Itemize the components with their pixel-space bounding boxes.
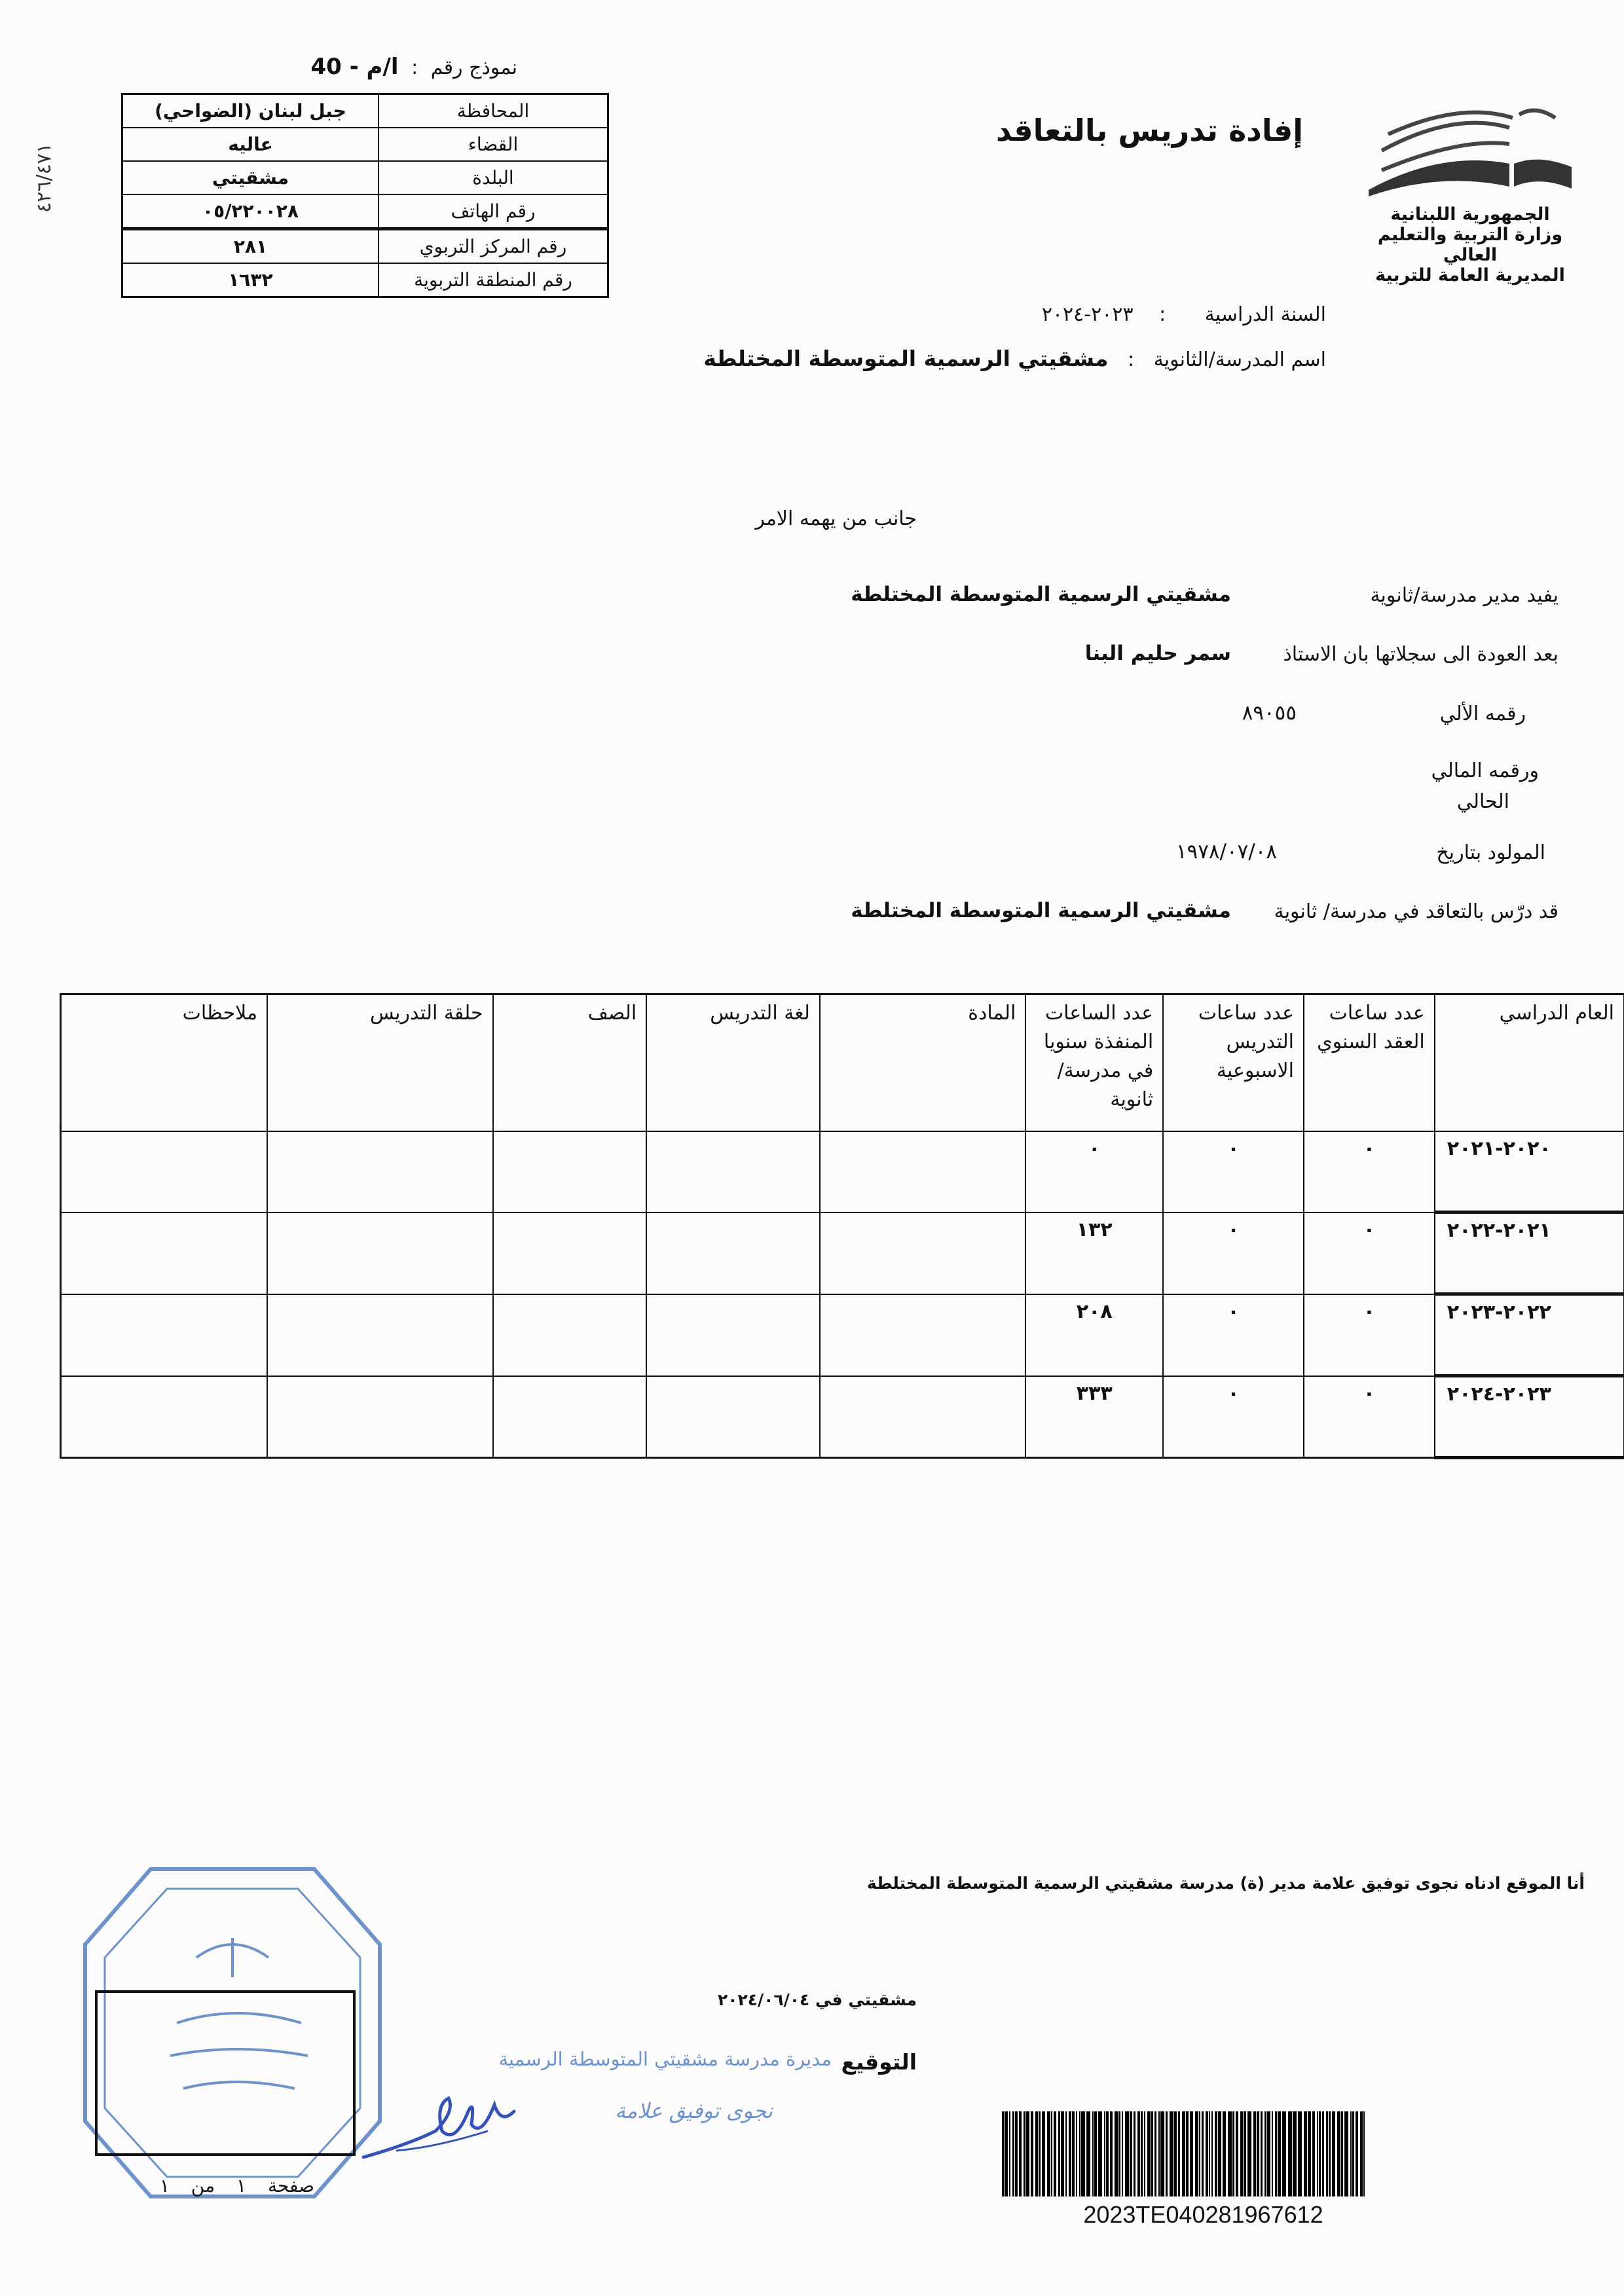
- table-row: [61, 1131, 1624, 1212]
- info-label: البلدة: [378, 161, 608, 194]
- barcode-bar: [1228, 2111, 1232, 2196]
- table-cell: [267, 1131, 492, 1212]
- barcode-bar: [1332, 2111, 1335, 2196]
- school-name-row: اسم المدرسة/الثانوية : مشقيتي الرسمية المتوسطة المختلطة: [703, 346, 1326, 371]
- info-label: رقم المركز التربوي: [378, 229, 608, 264]
- info-label: القضاء: [378, 128, 608, 161]
- table-cell: ٢٠٢١-٢٠٢٢: [1435, 1212, 1624, 1294]
- barcode-bar: [1151, 2111, 1153, 2196]
- barcode-bar: [1122, 2111, 1123, 2196]
- form-number: نموذج رقم : ا/م - 40: [310, 54, 517, 80]
- table-cell: [61, 1131, 268, 1212]
- barcode-bar: [1304, 2111, 1307, 2196]
- table-row: [61, 1294, 1624, 1376]
- table-cell: [820, 1212, 1025, 1294]
- info-label: المحافظة: [378, 94, 608, 128]
- barcode-bar: [1275, 2111, 1277, 2196]
- barcode-bar: [1015, 2111, 1018, 2196]
- barcode-bar: [1058, 2111, 1060, 2196]
- barcode-bar: [1086, 2111, 1090, 2196]
- table-cell: ٠: [1304, 1294, 1435, 1376]
- info-value: ٢٨١: [122, 229, 379, 264]
- column-header: ملاحظات: [61, 994, 268, 1132]
- column-header: لغة التدريس: [646, 994, 820, 1132]
- info-row: [122, 229, 608, 264]
- table-cell: [493, 1212, 647, 1294]
- table-cell: [646, 1212, 820, 1294]
- barcode-bar: [1012, 2111, 1014, 2196]
- school-info-table: [121, 93, 609, 298]
- barcode-bar: [1341, 2111, 1343, 2196]
- table-cell: ٠: [1304, 1376, 1435, 1458]
- records-label: بعد العودة الى سجلاتها بان الاستاذ: [1283, 643, 1559, 666]
- barcode-bar: [1209, 2111, 1210, 2196]
- barcode-bar: [1253, 2111, 1256, 2196]
- barcode-bar: [1356, 2111, 1358, 2196]
- director-label: يفيد مدير مدرسة/ثانوية: [1370, 584, 1559, 607]
- column-header: حلقة التدريس: [267, 994, 492, 1132]
- info-row: [122, 161, 608, 194]
- barcode-bar: [1206, 2111, 1208, 2196]
- barcode-bar: [1182, 2111, 1185, 2196]
- barcode-bar: [1211, 2111, 1213, 2196]
- barcode-bar: [1019, 2111, 1022, 2196]
- barcode-bar: [1051, 2111, 1052, 2196]
- barcode-bar: [1035, 2111, 1038, 2196]
- table-cell: [61, 1212, 268, 1294]
- table-cell: ٠: [1025, 1131, 1163, 1212]
- barcode-bar: [1232, 2111, 1234, 2196]
- barcode-bar: [1223, 2111, 1226, 2196]
- barcode-bar: [1065, 2111, 1067, 2196]
- table-cell: [267, 1212, 492, 1294]
- info-value: مشقيتي: [122, 161, 379, 194]
- table-cell: [820, 1294, 1025, 1376]
- table-cell: ٣٣٣: [1025, 1376, 1163, 1458]
- column-header: عدد ساعات التدريس الاسبوعية: [1163, 994, 1304, 1132]
- signer-title: مديرة مدرسة مشقيتي المتوسطة الرسمية: [498, 2048, 832, 2070]
- info-row: [122, 263, 608, 297]
- table-cell: [820, 1131, 1025, 1212]
- column-header: عدد الساعات المنفذة سنويا في مدرسة/ثانوية: [1025, 994, 1163, 1132]
- barcode-bar: [1154, 2111, 1156, 2196]
- table-cell: ٠: [1163, 1212, 1304, 1294]
- barcode-bar: [1350, 2111, 1352, 2196]
- barcode-bar: [1081, 2111, 1085, 2196]
- barcode-bar: [1104, 2111, 1105, 2196]
- table-cell: ٠: [1304, 1131, 1435, 1212]
- stamp-box: [95, 1990, 356, 2156]
- ministry-logo: [1362, 98, 1578, 295]
- barcode-bar: [1261, 2111, 1263, 2196]
- margin-note: ٤٢٦/٤٧١: [33, 143, 56, 213]
- barcode-bar: [1009, 2111, 1010, 2196]
- barcode-bar: [1079, 2111, 1080, 2196]
- barcode-bar: [1094, 2111, 1097, 2196]
- table-cell: [267, 1376, 492, 1458]
- school-name-label: اسم المدرسة/الثانوية: [1153, 348, 1326, 371]
- birth-value: ١٩٧٨/٠٧/٠٨: [1175, 840, 1277, 864]
- barcode-bar: [1061, 2111, 1064, 2196]
- barcode-bar: [1308, 2111, 1311, 2196]
- auto-number-value: ٨٩٠٥٥: [1242, 701, 1297, 725]
- column-header: العام الدراسي: [1435, 994, 1624, 1132]
- signature-label: التوقيع: [841, 2049, 917, 2075]
- barcode-bar: [1195, 2111, 1198, 2196]
- open-book-icon: [1362, 98, 1578, 196]
- barcode-bar: [1039, 2111, 1041, 2196]
- info-value: ١٦٣٢: [122, 263, 379, 297]
- barcode-bar: [1042, 2111, 1045, 2196]
- handwritten-signature: [357, 2085, 527, 2170]
- barcode-bar: [1178, 2111, 1180, 2196]
- barcode-bar: [1106, 2111, 1109, 2196]
- barcode-bar: [1278, 2111, 1281, 2196]
- barcode-bar: [1134, 2111, 1135, 2196]
- financial-label-2: الحالي: [1456, 790, 1509, 813]
- barcode-bar: [1282, 2111, 1286, 2196]
- barcode-bar: [1322, 2111, 1324, 2196]
- info-row: [122, 94, 608, 128]
- barcode-bar: [1125, 2111, 1129, 2196]
- barcode-bar: [1025, 2111, 1029, 2196]
- table-cell: [267, 1294, 492, 1376]
- academic-year-value: ٢٠٢٣-٢٠٢٤: [1041, 303, 1134, 326]
- barcode-bar: [1264, 2111, 1266, 2196]
- barcode-bar: [1047, 2111, 1050, 2196]
- auto-number-label: رقمه الألي: [1439, 702, 1526, 725]
- info-label: رقم الهاتف: [378, 194, 608, 229]
- school-name-value: مشقيتي الرسمية المتوسطة المختلطة: [703, 346, 1109, 371]
- column-header: الصف: [493, 994, 647, 1132]
- barcode-bar: [1288, 2111, 1292, 2196]
- barcode-bar: [1190, 2111, 1193, 2196]
- table-row: [61, 1376, 1624, 1458]
- barcode-bar: [1110, 2111, 1113, 2196]
- financial-label-1: ورقمه المالي: [1431, 759, 1539, 782]
- addressee: جانب من يهمه الامر: [755, 507, 917, 530]
- table-cell: [646, 1131, 820, 1212]
- logo-line-2: وزارة التربية والتعليم العالي: [1377, 225, 1563, 265]
- table-cell: ٠: [1163, 1376, 1304, 1458]
- taught-label: قد درّس بالتعاقد في مدرسة/ ثانوية: [1274, 900, 1559, 923]
- barcode-bar: [1144, 2111, 1145, 2196]
- table-cell: [646, 1294, 820, 1376]
- barcode-bar: [1130, 2111, 1132, 2196]
- barcode-bar: [1166, 2111, 1168, 2196]
- barcode-bar: [1054, 2111, 1056, 2196]
- barcode-bar: [1363, 2111, 1365, 2196]
- info-row: [122, 128, 608, 161]
- barcode-bar: [1317, 2111, 1318, 2196]
- barcode-bar: [1115, 2111, 1118, 2196]
- barcode-bar: [1293, 2111, 1297, 2196]
- barcode-bar: [1031, 2111, 1033, 2196]
- barcode-bar: [1137, 2111, 1140, 2196]
- barcode-bar: [1215, 2111, 1217, 2196]
- barcode-bar: [1267, 2111, 1270, 2196]
- academic-year-label: السنة الدراسية: [1204, 303, 1326, 326]
- barcode-bar: [1005, 2111, 1008, 2196]
- form-number-label: نموذج رقم: [430, 56, 517, 79]
- logo-line-1: الجمهورية اللبنانية: [1390, 204, 1550, 225]
- table-cell: ٠: [1163, 1294, 1304, 1376]
- barcode-bar: [1202, 2111, 1204, 2196]
- barcode-bar: [1147, 2111, 1151, 2196]
- signer-name: نجوى توفيق علامة: [614, 2098, 773, 2123]
- barcode-bar: [1344, 2111, 1348, 2196]
- birth-label: المولود بتاريخ: [1436, 841, 1545, 864]
- barcode: [1002, 2111, 1405, 2196]
- barcode-bar: [1312, 2111, 1315, 2196]
- barcode-bar: [1069, 2111, 1071, 2196]
- table-cell: ٠: [1304, 1212, 1435, 1294]
- table-cell: ٢٠٢٣-٢٠٢٤: [1435, 1376, 1624, 1458]
- taught-school: مشقيتي الرسمية المتوسطة المختلطة: [851, 899, 1231, 922]
- table-row: [61, 1212, 1624, 1294]
- barcode-bar: [1170, 2111, 1173, 2196]
- barcode-bar: [1024, 2111, 1025, 2196]
- page-number: صفحة ١ من ١: [159, 2175, 314, 2196]
- barcode-bar: [1118, 2111, 1120, 2196]
- table-cell: [493, 1294, 647, 1376]
- info-value: ٠٥/٢٢٠٠٢٨: [122, 194, 379, 229]
- barcode-bar: [1160, 2111, 1164, 2196]
- column-header: عدد ساعات العقد السنوي: [1304, 994, 1435, 1132]
- table-cell: [61, 1376, 268, 1458]
- table-cell: ٠: [1163, 1131, 1304, 1212]
- barcode-bar: [1298, 2111, 1302, 2196]
- barcode-number: 2023TE040281967612: [1083, 2201, 1323, 2228]
- barcode-bar: [1247, 2111, 1251, 2196]
- form-number-value: ا/م - 40: [310, 54, 399, 80]
- page-title: إفادة تدريس بالتعاقد: [995, 113, 1303, 148]
- barcode-bar: [1272, 2111, 1273, 2196]
- table-cell: ٢٠٢٠-٢٠٢١: [1435, 1131, 1624, 1212]
- barcode-bar: [1257, 2111, 1259, 2196]
- teacher-name: سمر حليم البنا: [1084, 642, 1231, 665]
- official-stamp: [72, 1859, 393, 2206]
- barcode-bar: [1002, 2111, 1005, 2196]
- barcode-bar: [1174, 2111, 1177, 2196]
- table-cell: ٢٠٨: [1025, 1294, 1163, 1376]
- barcode-bar: [1076, 2111, 1077, 2196]
- table-cell: [61, 1294, 268, 1376]
- table-cell: [493, 1376, 647, 1458]
- table-cell: [646, 1376, 820, 1458]
- barcode-bar: [1244, 2111, 1246, 2196]
- barcode-bar: [1360, 2111, 1363, 2196]
- barcode-bar: [1326, 2111, 1328, 2196]
- info-label: رقم المنطقة التربوية: [378, 263, 608, 297]
- table-cell: [493, 1131, 647, 1212]
- barcode-bar: [1186, 2111, 1189, 2196]
- barcode-bar: [1098, 2111, 1102, 2196]
- teaching-hours-table: [60, 993, 1624, 1459]
- barcode-bar: [1218, 2111, 1221, 2196]
- barcode-bar: [1329, 2111, 1331, 2196]
- column-header: المادة: [820, 994, 1025, 1132]
- director-school: مشقيتي الرسمية المتوسطة المختلطة: [851, 583, 1231, 606]
- barcode-bar: [1352, 2111, 1354, 2196]
- logo-line-3: المديرية العامة للتربية: [1375, 265, 1565, 285]
- academic-year-row: السنة الدراسية : ٢٠٢٣-٢٠٢٤: [1041, 303, 1326, 326]
- table-cell: [820, 1376, 1025, 1458]
- barcode-bar: [1240, 2111, 1243, 2196]
- barcode-bar: [1236, 2111, 1238, 2196]
- barcode-bar: [1141, 2111, 1143, 2196]
- table-cell: ١٣٢: [1025, 1212, 1163, 1294]
- signatory-statement: أنا الموقع ادناه نجوى توفيق علامة مدير (ة) مدرسة مشقيتي الرسمية المتوسطة المختلطة: [866, 1874, 1585, 1893]
- table-cell: ٢٠٢٢-٢٠٢٣: [1435, 1294, 1624, 1376]
- info-value: جبل لبنان (الضواحي): [122, 94, 379, 128]
- barcode-bar: [1337, 2111, 1340, 2196]
- barcode-bar: [1319, 2111, 1321, 2196]
- barcode-bar: [1072, 2111, 1075, 2196]
- info-row: [122, 194, 608, 229]
- place-date: مشقيتي في ٢٠٢٤/٠٦/٠٤: [717, 1990, 917, 2009]
- barcode-bar: [1158, 2111, 1160, 2196]
- info-value: عاليه: [122, 128, 379, 161]
- barcode-bar: [1092, 2111, 1094, 2196]
- barcode-bar: [1199, 2111, 1200, 2196]
